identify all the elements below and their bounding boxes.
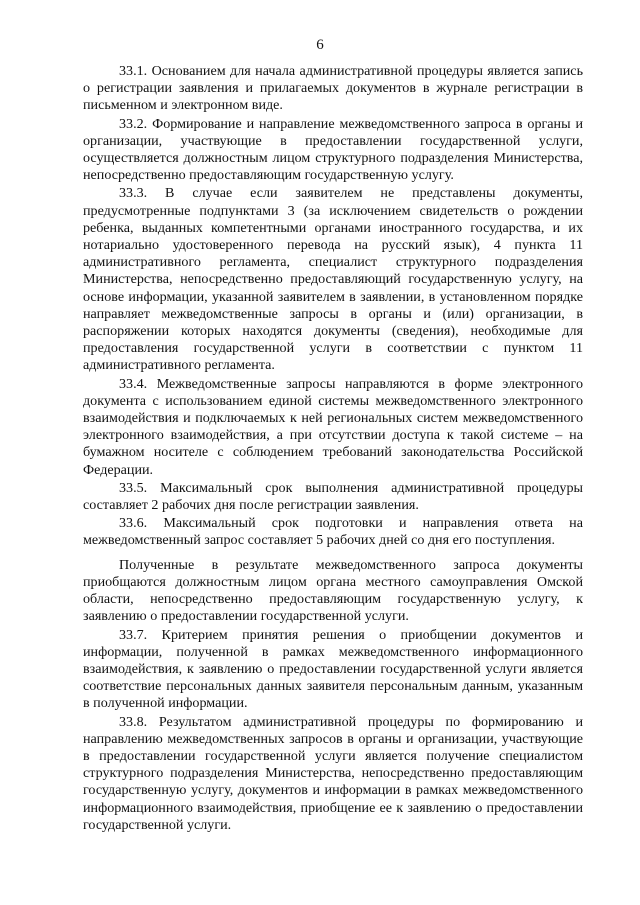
paragraph-33-7: 33.7. Критерием принятия решения о приобщении документов и информации, полученной в рамках межведомственного информационного взаимодействия, к заявлению о предоставлении государственной услуги является соответствие персональных данных заявителя персональным данным, указанным в полученной информации. [83, 626, 583, 712]
paragraph-33-8: 33.8. Результатом административной процедуры по формированию и направлению межведомственных запросов в органы и организации, участвующие в предоставлении государственной услуги является получение специалистом структурного подразделения Министерства, непосредственно предоставляющим государственную услугу, документов и информации в рамках межведомственного информационного взаимодействия, приобщение ее к заявлению о предоставлении государственной услуги. [83, 713, 583, 833]
paragraph-33-1: 33.1. Основанием для начала административной процедуры является запись о регистрации заявления и прилагаемых документов в журнале регистрации в письменном и электронном виде. [83, 63, 583, 114]
paragraph-received-documents: Полученные в результате межведомственного запроса документы приобщаются должностным лицом органа местного самоуправления Омской области, непосредственно предоставляющим государственную услугу, к заявлению о предоставлении государственной услуги. [83, 556, 583, 625]
paragraph-33-5: 33.5. Максимальный срок выполнения административной процедуры составляет 2 рабочих дня после регистрации заявления. [83, 479, 583, 514]
document-body [83, 63, 583, 835]
paragraph-33-4: 33.4. Межведомственные запросы направляются в форме электронного документа с использованием единой системы межведомственного электронного взаимодействия и подключаемых к ней региональных систем межведомственного электронного взаимодействия, а при отсутствии доступа к такой системе – на бумажном носителе с соблюдением требований законодательства Российской Федерации. [83, 375, 583, 478]
paragraph-33-2: 33.2. Формирование и направление межведомственного запроса в органы и организации, участвующие в предоставлении государственной услуги, осуществляется должностным лицом структурного подразделения Министерства, непосредственно предоставляющим государственную услугу. [83, 115, 583, 184]
paragraph-33-3: 33.3. В случае если заявителем не представлены документы, предусмотренные подпунктами 3 (за исключением свидетельств о рождении ребенка, выданных компетентными органами иностранного государства, и их нотариально удостоверенного перевода на русский язык), 4 пункта 11 административного регламента, специалист структурного подразделения Министерства, непосредственно предоставляющий государственную услугу, на основе информации, указанной заявителем в заявлении, в установленном порядке направляет межведомственные запросы в органы и (или) организации, в распоряжении которых находятся документы (сведения), необходимые для предоставления государственной услуги в соответствии с пунктом 11 административного регламента. [83, 185, 583, 374]
paragraph-33-6: 33.6. Максимальный срок подготовки и направления ответа на межведомственный запрос составляет 5 рабочих дней со дня его поступления. [83, 515, 583, 549]
page-number: 6 [316, 37, 324, 53]
